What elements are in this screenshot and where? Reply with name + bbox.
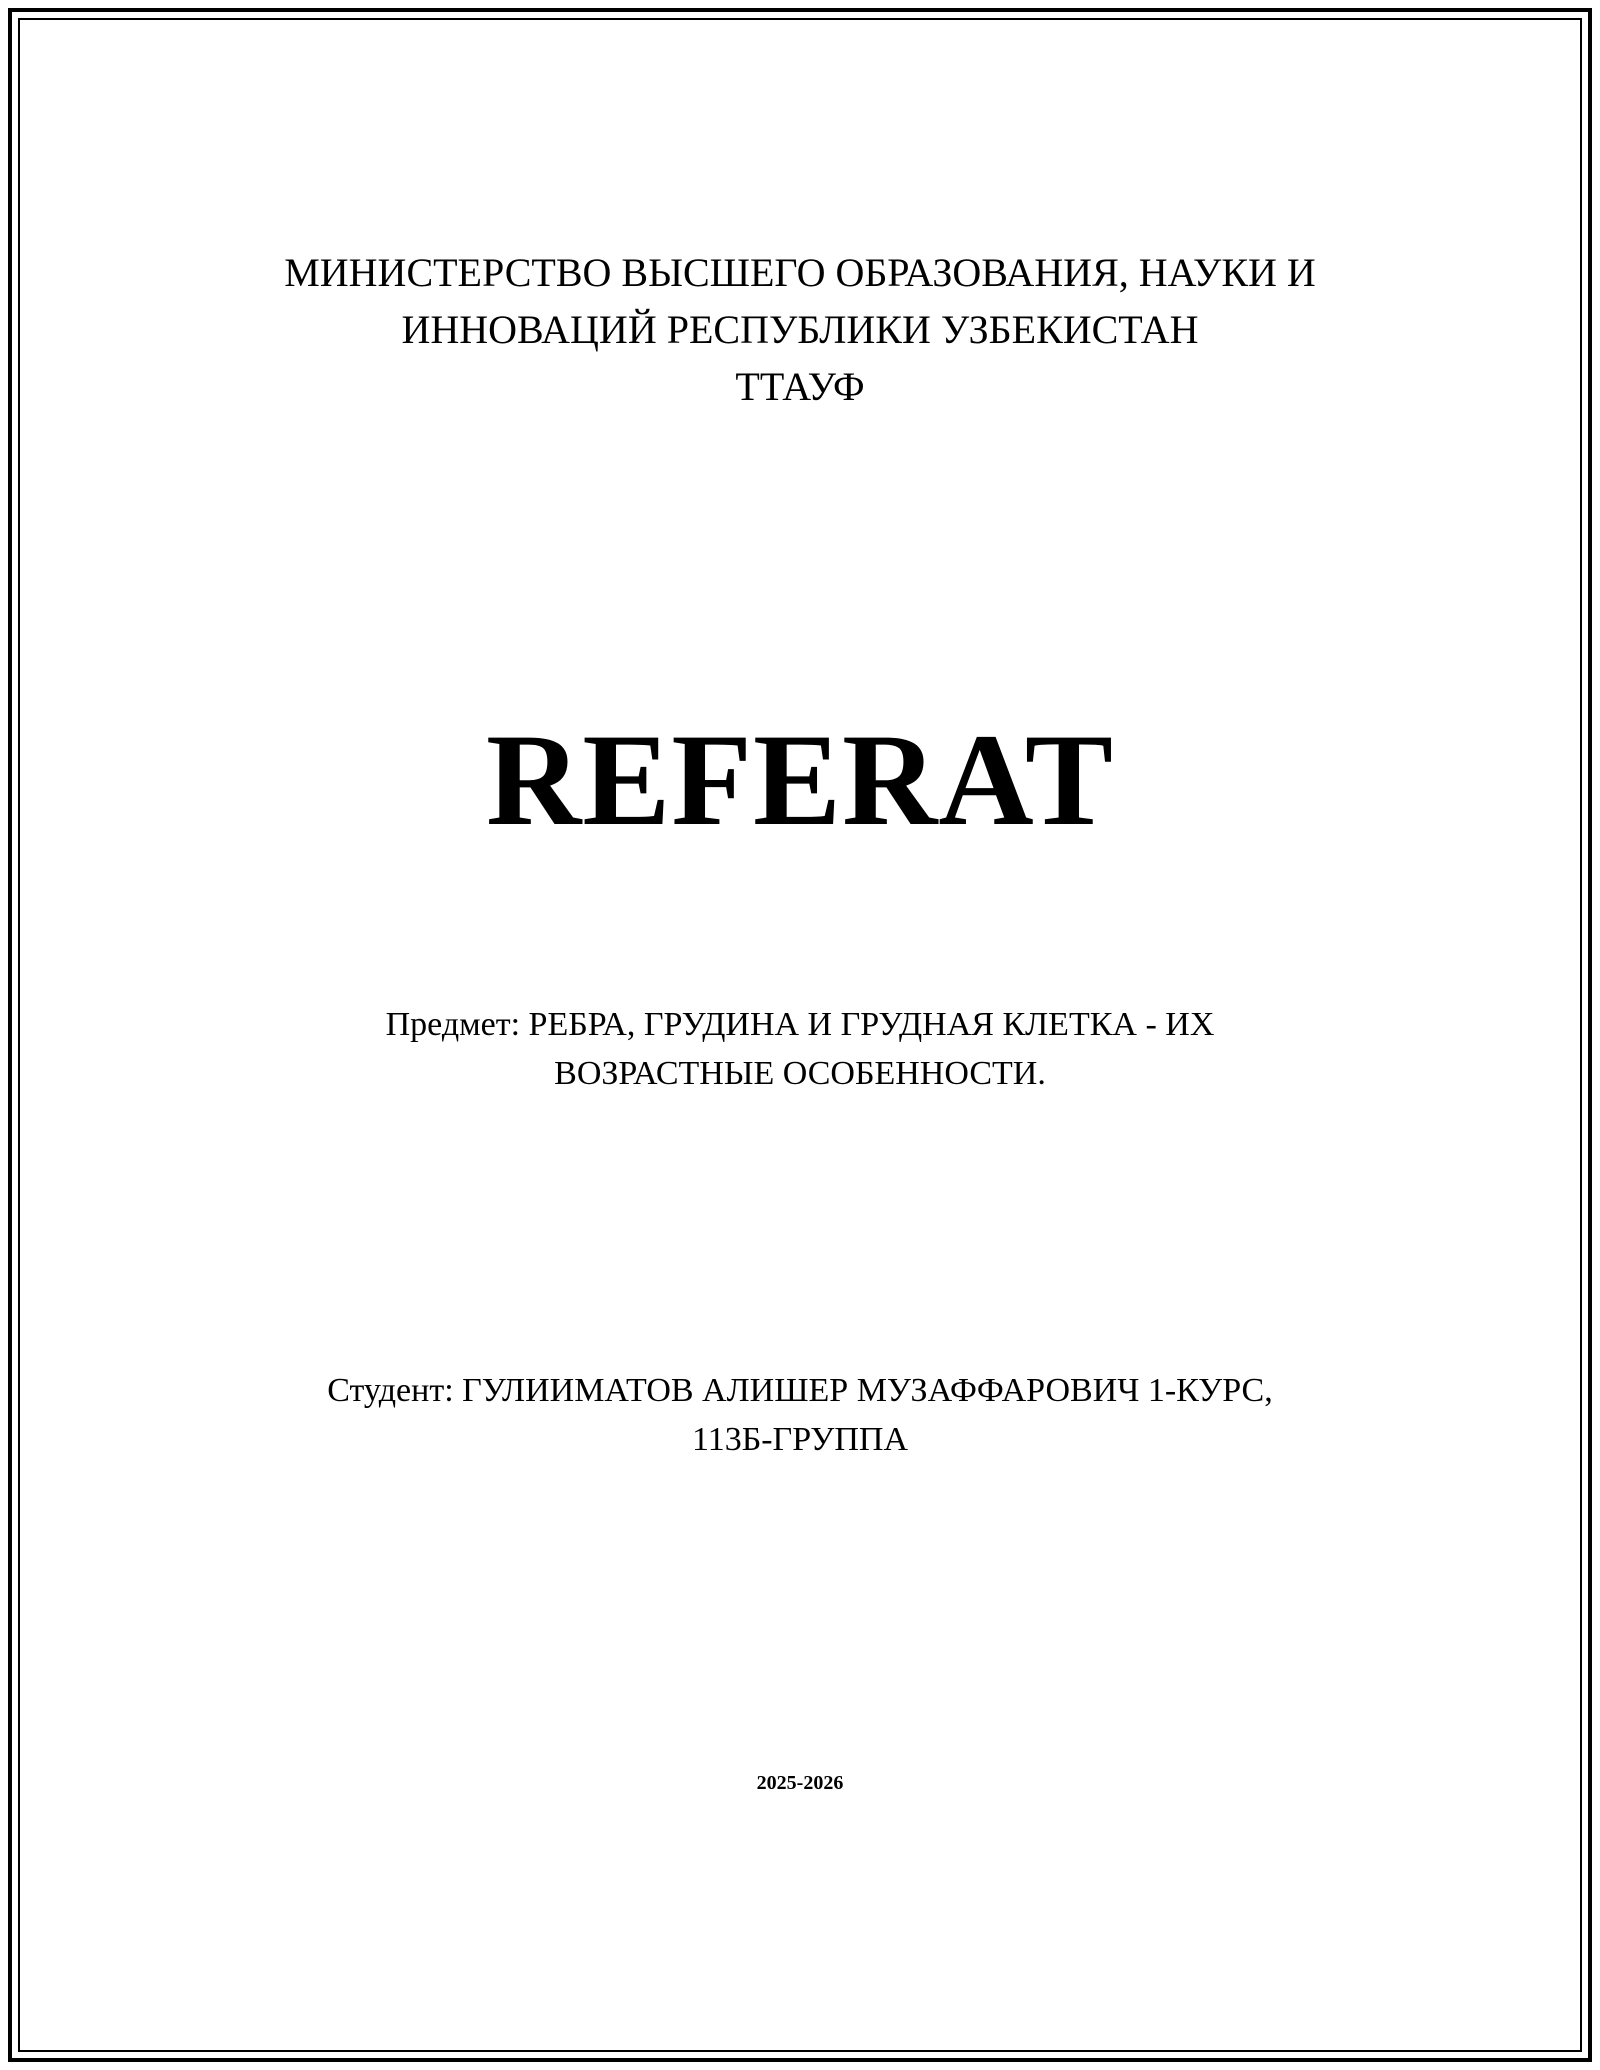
document-title: REFERAT xyxy=(486,706,1114,853)
ministry-header xyxy=(0,244,1600,415)
subject-block xyxy=(0,1000,1600,1098)
student-block xyxy=(0,1366,1600,1464)
student-line-1: Студент: ГУЛИИМАТОВ АЛИШЕР МУЗАФФАРОВИЧ 1-КУРС, xyxy=(327,1372,1273,1409)
academic-year: 2025-2026 xyxy=(756,1772,844,1794)
ministry-line-1: МИНИСТЕРСТВО ВЫСШЕГО ОБРАЗОВАНИЯ, НАУКИ И xyxy=(284,250,1316,295)
student-line-2: 113Б-ГРУППА xyxy=(691,1421,909,1458)
ministry-line-2: ИННОВАЦИЙ РЕСПУБЛИКИ УЗБЕКИСТАН xyxy=(401,307,1199,352)
institution-abbreviation: ТТАУФ xyxy=(735,364,865,409)
subject-line-1: Предмет: РЕБРА, ГРУДИНА И ГРУДНАЯ КЛЕТКА - ИХ xyxy=(385,1006,1215,1043)
subject-line-2: ВОЗРАСТНЫЕ ОСОБЕННОСТИ. xyxy=(554,1055,1046,1092)
